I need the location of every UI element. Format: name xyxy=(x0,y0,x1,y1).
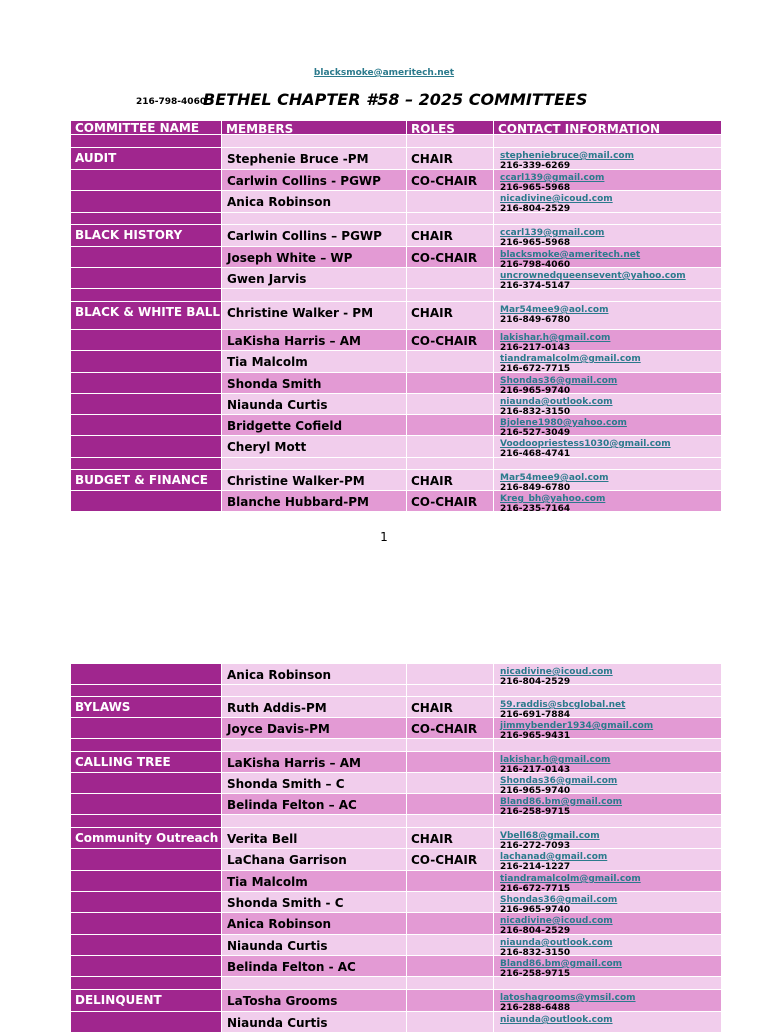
committee-name-cell: Community Outreach xyxy=(71,828,221,848)
committee-name-cell: BYLAWS xyxy=(71,697,221,717)
member-email-link[interactable]: Shondas36@gmail.com xyxy=(500,376,618,386)
committee-name-cell: CALLING TREE xyxy=(71,752,221,772)
table-row xyxy=(71,849,721,870)
table-row xyxy=(71,470,721,490)
member-phone: 216-965-9740 xyxy=(500,386,571,393)
spacer-cell xyxy=(71,815,221,827)
role-cell xyxy=(407,191,493,212)
spacer-row xyxy=(71,739,721,751)
contact-cell xyxy=(494,191,721,212)
member-email-link[interactable]: niaunda@outlook.com xyxy=(500,397,613,407)
member-phone: 216-849-6780 xyxy=(500,483,571,490)
member-name-cell: Shonda Smith xyxy=(222,373,406,393)
contact-cell xyxy=(494,828,721,848)
member-name-cell: Verita Bell xyxy=(222,828,406,848)
role-cell xyxy=(407,913,493,934)
table-header-row xyxy=(71,121,721,134)
spacer-cell xyxy=(407,458,493,469)
role-cell: CHAIR xyxy=(407,225,493,246)
table-row xyxy=(71,268,721,288)
role-cell xyxy=(407,956,493,976)
spacer-cell xyxy=(494,685,721,696)
committee-name-cell xyxy=(71,1012,221,1032)
spacer-cell xyxy=(407,289,493,301)
member-email-link[interactable]: ccarl139@gmail.com xyxy=(500,173,605,183)
contact-cell xyxy=(494,470,721,490)
role-cell xyxy=(407,794,493,814)
member-phone: 216-217-0143 xyxy=(500,765,571,772)
member-name-cell: LaKisha Harris – AM xyxy=(222,330,406,350)
role-cell: CHAIR xyxy=(407,148,493,169)
spacer-row xyxy=(71,289,721,301)
member-email-link[interactable]: nicadivine@icoud.com xyxy=(500,916,613,926)
spacer-cell xyxy=(407,685,493,696)
member-name-cell: Niaunda Curtis xyxy=(222,935,406,955)
member-email-link[interactable]: niaunda@outlook.com xyxy=(500,938,613,948)
member-phone: 216-832-3150 xyxy=(500,948,571,955)
committee-name-cell: BUDGET & FINANCE xyxy=(71,470,221,490)
member-email-link[interactable]: Bland86.bm@gmail.com xyxy=(500,959,623,969)
contact-cell xyxy=(494,247,721,267)
role-cell xyxy=(407,664,493,684)
member-name-cell: Shonda Smith - C xyxy=(222,892,406,912)
header-phone: 216-798-4060 xyxy=(136,97,207,107)
spacer-cell xyxy=(71,739,221,751)
contact-cell xyxy=(494,935,721,955)
member-name-cell: Ruth Addis-PM xyxy=(222,697,406,717)
spacer-cell xyxy=(407,977,493,989)
role-cell xyxy=(407,351,493,372)
member-name-cell: Niaunda Curtis xyxy=(222,394,406,414)
spacer-cell xyxy=(407,739,493,751)
member-email-link[interactable]: Bland86.bm@gmail.com xyxy=(500,797,623,807)
committee-name-cell: BLACK & WHITE BALL xyxy=(71,302,221,329)
member-name-cell: Tia Malcolm xyxy=(222,351,406,372)
committee-name-cell xyxy=(71,913,221,934)
contact-cell xyxy=(494,752,721,772)
contact-cell xyxy=(494,956,721,976)
spacer-cell xyxy=(222,135,406,147)
header-email-link[interactable]: blacksmoke@ameritech.net xyxy=(313,68,455,78)
member-name-cell: Anica Robinson xyxy=(222,191,406,212)
spacer-cell xyxy=(494,458,721,469)
member-email-link[interactable]: Voodoopriestess1030@gmail.com xyxy=(500,439,671,449)
spacer-cell xyxy=(407,213,493,224)
committee-name-cell xyxy=(71,718,221,738)
role-cell xyxy=(407,1012,493,1032)
member-phone: 216-965-9740 xyxy=(500,786,571,793)
member-name-cell: Belinda Felton – AC xyxy=(222,794,406,814)
contact-cell xyxy=(494,373,721,393)
member-phone: 216-798-4060 xyxy=(500,260,571,267)
member-phone: 216-804-2529 xyxy=(500,677,571,684)
table-row xyxy=(71,990,721,1011)
contact-cell xyxy=(494,664,721,684)
committee-name-cell xyxy=(71,436,221,457)
spacer-cell xyxy=(222,977,406,989)
spacer-row xyxy=(71,685,721,696)
role-cell xyxy=(407,752,493,772)
committee-name-cell xyxy=(71,330,221,350)
member-phone: 216-217-0143 xyxy=(500,343,571,350)
member-phone: 216-258-9715 xyxy=(500,807,571,814)
committee-name-cell xyxy=(71,373,221,393)
member-email-link[interactable]: tiandramalcolm@gmail.com xyxy=(500,874,641,884)
table-row xyxy=(71,773,721,793)
member-phone: 216-339-6269 xyxy=(500,161,571,169)
spacer-cell xyxy=(494,135,721,147)
table-row xyxy=(71,491,721,511)
member-email-link[interactable]: Kreg_bh@yahoo.com xyxy=(500,494,606,504)
role-cell: CO-CHAIR xyxy=(407,491,493,511)
member-email-link[interactable]: stepheniebruce@mail.com xyxy=(500,151,634,161)
role-cell: CHAIR xyxy=(407,302,493,329)
table-row xyxy=(71,225,721,246)
committee-name-cell xyxy=(71,871,221,891)
contact-cell xyxy=(494,849,721,870)
member-email-link[interactable]: Shondas36@gmail.com xyxy=(500,895,618,905)
spacer-row xyxy=(71,458,721,469)
contact-cell xyxy=(494,892,721,912)
spacer-cell xyxy=(407,135,493,147)
member-phone: 216-849-6780 xyxy=(500,315,571,325)
member-name-cell: Shonda Smith – C xyxy=(222,773,406,793)
committee-name-cell xyxy=(71,247,221,267)
contact-cell xyxy=(494,330,721,350)
committee-name-cell xyxy=(71,394,221,414)
spacer-cell xyxy=(71,685,221,696)
member-phone: 216-272-7093 xyxy=(500,841,571,848)
contact-cell xyxy=(494,394,721,414)
table-row xyxy=(71,191,721,212)
member-name-cell: Christine Walker - PM xyxy=(222,302,406,329)
spacer-row xyxy=(71,135,721,147)
committee-name-cell xyxy=(71,849,221,870)
role-cell: CO-CHAIR xyxy=(407,170,493,190)
page-number: 1 xyxy=(380,530,388,544)
committee-name-cell xyxy=(71,773,221,793)
member-phone: 216-965-9740 xyxy=(500,905,571,912)
table-row xyxy=(71,330,721,350)
role-cell xyxy=(407,935,493,955)
committees-table-continued xyxy=(71,664,721,1033)
table-row xyxy=(71,956,721,976)
contact-cell xyxy=(494,170,721,190)
committee-name-cell xyxy=(71,415,221,435)
contact-cell xyxy=(494,415,721,435)
member-phone: 216-965-5968 xyxy=(500,183,571,190)
table-row xyxy=(71,373,721,393)
member-email-link[interactable]: Bjolene1980@yahoo.com xyxy=(500,418,627,428)
spacer-cell xyxy=(222,213,406,224)
role-cell: CHAIR xyxy=(407,697,493,717)
contact-cell xyxy=(494,491,721,511)
table-row xyxy=(71,871,721,891)
member-phone: 216-965-5968 xyxy=(500,238,571,246)
committee-name-cell xyxy=(71,956,221,976)
table-row xyxy=(71,394,721,414)
member-phone: 216-672-7715 xyxy=(500,884,571,891)
member-name-cell: Carlwin Collins – PGWP xyxy=(222,225,406,246)
contact-cell xyxy=(494,794,721,814)
table-row xyxy=(71,247,721,267)
member-email-link[interactable]: Shondas36@gmail.com xyxy=(500,776,618,786)
table-row xyxy=(71,752,721,772)
member-name-cell: Anica Robinson xyxy=(222,913,406,934)
table-row xyxy=(71,148,721,169)
committee-name-cell xyxy=(71,170,221,190)
spacer-cell xyxy=(494,977,721,989)
member-name-cell: Cheryl Mott xyxy=(222,436,406,457)
role-cell: CO-CHAIR xyxy=(407,247,493,267)
member-email-link[interactable]: latoshagrooms@ymsil.com xyxy=(500,993,636,1003)
role-cell xyxy=(407,394,493,414)
role-cell: CHAIR xyxy=(407,828,493,848)
member-email-link[interactable]: Mar54mee9@aol.com xyxy=(500,473,609,483)
role-cell xyxy=(407,892,493,912)
role-cell: CO-CHAIR xyxy=(407,849,493,870)
spacer-cell xyxy=(71,213,221,224)
member-email-link[interactable]: tiandramalcolm@gmail.com xyxy=(500,354,641,364)
committee-name-cell xyxy=(71,268,221,288)
member-phone: 216-468-4741 xyxy=(500,449,571,457)
committee-name-cell xyxy=(71,491,221,511)
member-phone: 216-288-6488 xyxy=(500,1003,571,1011)
member-name-cell: LaChana Garrison xyxy=(222,849,406,870)
committee-name-cell xyxy=(71,794,221,814)
member-email-link[interactable]: lachanad@gmail.com xyxy=(500,852,608,862)
member-email-link[interactable]: niaunda@outlook.com xyxy=(500,1015,613,1025)
committee-name-cell xyxy=(71,351,221,372)
role-cell xyxy=(407,436,493,457)
spacer-row xyxy=(71,977,721,989)
member-phone: 216-804-2529 xyxy=(500,204,571,212)
contact-cell xyxy=(494,773,721,793)
member-phone: 216-235-7164 xyxy=(500,504,571,511)
spacer-cell xyxy=(222,289,406,301)
committees-table xyxy=(71,121,721,512)
member-phone: 216-214-1227 xyxy=(500,862,571,870)
member-name-cell: Bridgette Cofield xyxy=(222,415,406,435)
member-name-cell: Carlwin Collins - PGWP xyxy=(222,170,406,190)
member-name-cell: LaTosha Grooms xyxy=(222,990,406,1011)
spacer-row xyxy=(71,815,721,827)
role-cell: CO-CHAIR xyxy=(407,330,493,350)
member-email-link[interactable]: ccarl139@gmail.com xyxy=(500,228,605,238)
committee-name-cell xyxy=(71,935,221,955)
member-email-link[interactable]: Mar54mee9@aol.com xyxy=(500,305,609,315)
table-row xyxy=(71,436,721,457)
member-name-cell: Stephenie Bruce -PM xyxy=(222,148,406,169)
spacer-row xyxy=(71,213,721,224)
spacer-cell xyxy=(494,289,721,301)
contact-cell xyxy=(494,268,721,288)
header-roles: ROLES xyxy=(407,121,493,134)
member-name-cell: Gwen Jarvis xyxy=(222,268,406,288)
spacer-cell xyxy=(222,458,406,469)
member-name-cell: Christine Walker-PM xyxy=(222,470,406,490)
header-members: MEMBERS xyxy=(222,121,406,134)
table-row xyxy=(71,935,721,955)
table-row xyxy=(71,1012,721,1032)
committee-name-cell xyxy=(71,664,221,684)
header-contact-information: CONTACT INFORMATION xyxy=(494,121,721,134)
contact-cell xyxy=(494,148,721,169)
member-name-cell: Belinda Felton - AC xyxy=(222,956,406,976)
committee-name-cell: AUDIT xyxy=(71,148,221,169)
member-email-link[interactable]: 59.raddis@sbcglobal.net xyxy=(500,700,626,710)
member-email-link[interactable]: Vbell68@gmail.com xyxy=(500,831,600,841)
member-email-link[interactable]: lakishar.h@gmail.com xyxy=(500,755,611,765)
contact-cell xyxy=(494,351,721,372)
role-cell xyxy=(407,871,493,891)
table-row xyxy=(71,697,721,717)
contact-cell xyxy=(494,871,721,891)
table-row xyxy=(71,170,721,190)
header-committee-name: COMMITTEE NAME xyxy=(71,121,221,134)
table-row xyxy=(71,913,721,934)
committee-name-cell: BLACK HISTORY xyxy=(71,225,221,246)
member-name-cell: Tia Malcolm xyxy=(222,871,406,891)
spacer-cell xyxy=(494,739,721,751)
member-phone: 216-965-9431 xyxy=(500,731,571,738)
committee-name-cell xyxy=(71,892,221,912)
member-phone: 216-374-5147 xyxy=(500,281,571,288)
table-row xyxy=(71,828,721,848)
member-email-link[interactable]: lakishar.h@gmail.com xyxy=(500,333,611,343)
member-email-link[interactable]: nicadivine@icoud.com xyxy=(500,667,613,677)
committee-name-cell xyxy=(71,191,221,212)
spacer-cell xyxy=(71,458,221,469)
member-email-link[interactable]: blacksmoke@ameritech.net xyxy=(500,250,641,260)
table-row xyxy=(71,664,721,684)
contact-cell xyxy=(494,436,721,457)
member-phone: 216-832-3150 xyxy=(500,407,571,414)
spacer-cell xyxy=(222,815,406,827)
role-cell xyxy=(407,773,493,793)
table-row xyxy=(71,415,721,435)
member-phone: 216-691-7884 xyxy=(500,710,571,717)
role-cell xyxy=(407,415,493,435)
member-name-cell: Joseph White – WP xyxy=(222,247,406,267)
table-row xyxy=(71,302,721,329)
role-cell xyxy=(407,268,493,288)
role-cell xyxy=(407,990,493,1011)
member-phone: 216-672-7715 xyxy=(500,364,571,372)
member-name-cell: LaKisha Harris – AM xyxy=(222,752,406,772)
spacer-cell xyxy=(71,135,221,147)
member-name-cell: Niaunda Curtis xyxy=(222,1012,406,1032)
table-row xyxy=(71,794,721,814)
spacer-cell xyxy=(494,213,721,224)
member-phone: 216-258-9715 xyxy=(500,969,571,976)
page-title: BETHEL CHAPTER #58 – 2025 COMMITTEES xyxy=(203,90,588,109)
member-email-link[interactable]: nicadivine@icoud.com xyxy=(500,194,613,204)
title-row xyxy=(0,89,768,111)
spacer-cell xyxy=(222,739,406,751)
role-cell: CHAIR xyxy=(407,470,493,490)
contact-cell xyxy=(494,718,721,738)
spacer-cell xyxy=(71,977,221,989)
member-name-cell: Blanche Hubbard-PM xyxy=(222,491,406,511)
spacer-cell xyxy=(407,815,493,827)
role-cell: CO-CHAIR xyxy=(407,718,493,738)
contact-cell xyxy=(494,697,721,717)
member-phone: 216-804-2529 xyxy=(500,926,571,934)
role-cell xyxy=(407,373,493,393)
spacer-cell xyxy=(494,815,721,827)
member-name-cell: Joyce Davis-PM xyxy=(222,718,406,738)
table-row xyxy=(71,351,721,372)
contact-cell xyxy=(494,990,721,1011)
contact-cell xyxy=(494,225,721,246)
committee-name-cell: DELINQUENT xyxy=(71,990,221,1011)
member-name-cell: Anica Robinson xyxy=(222,664,406,684)
contact-cell xyxy=(494,913,721,934)
member-phone: 216-527-3049 xyxy=(500,428,571,435)
spacer-cell xyxy=(222,685,406,696)
table-row xyxy=(71,892,721,912)
member-email-link[interactable]: jimmybender1934@gmail.com xyxy=(500,721,654,731)
contact-cell xyxy=(494,302,721,329)
table-row xyxy=(71,718,721,738)
contact-cell xyxy=(494,1012,721,1032)
member-email-link[interactable]: uncrownedqueensevent@yahoo.com xyxy=(500,271,686,281)
spacer-cell xyxy=(71,289,221,301)
